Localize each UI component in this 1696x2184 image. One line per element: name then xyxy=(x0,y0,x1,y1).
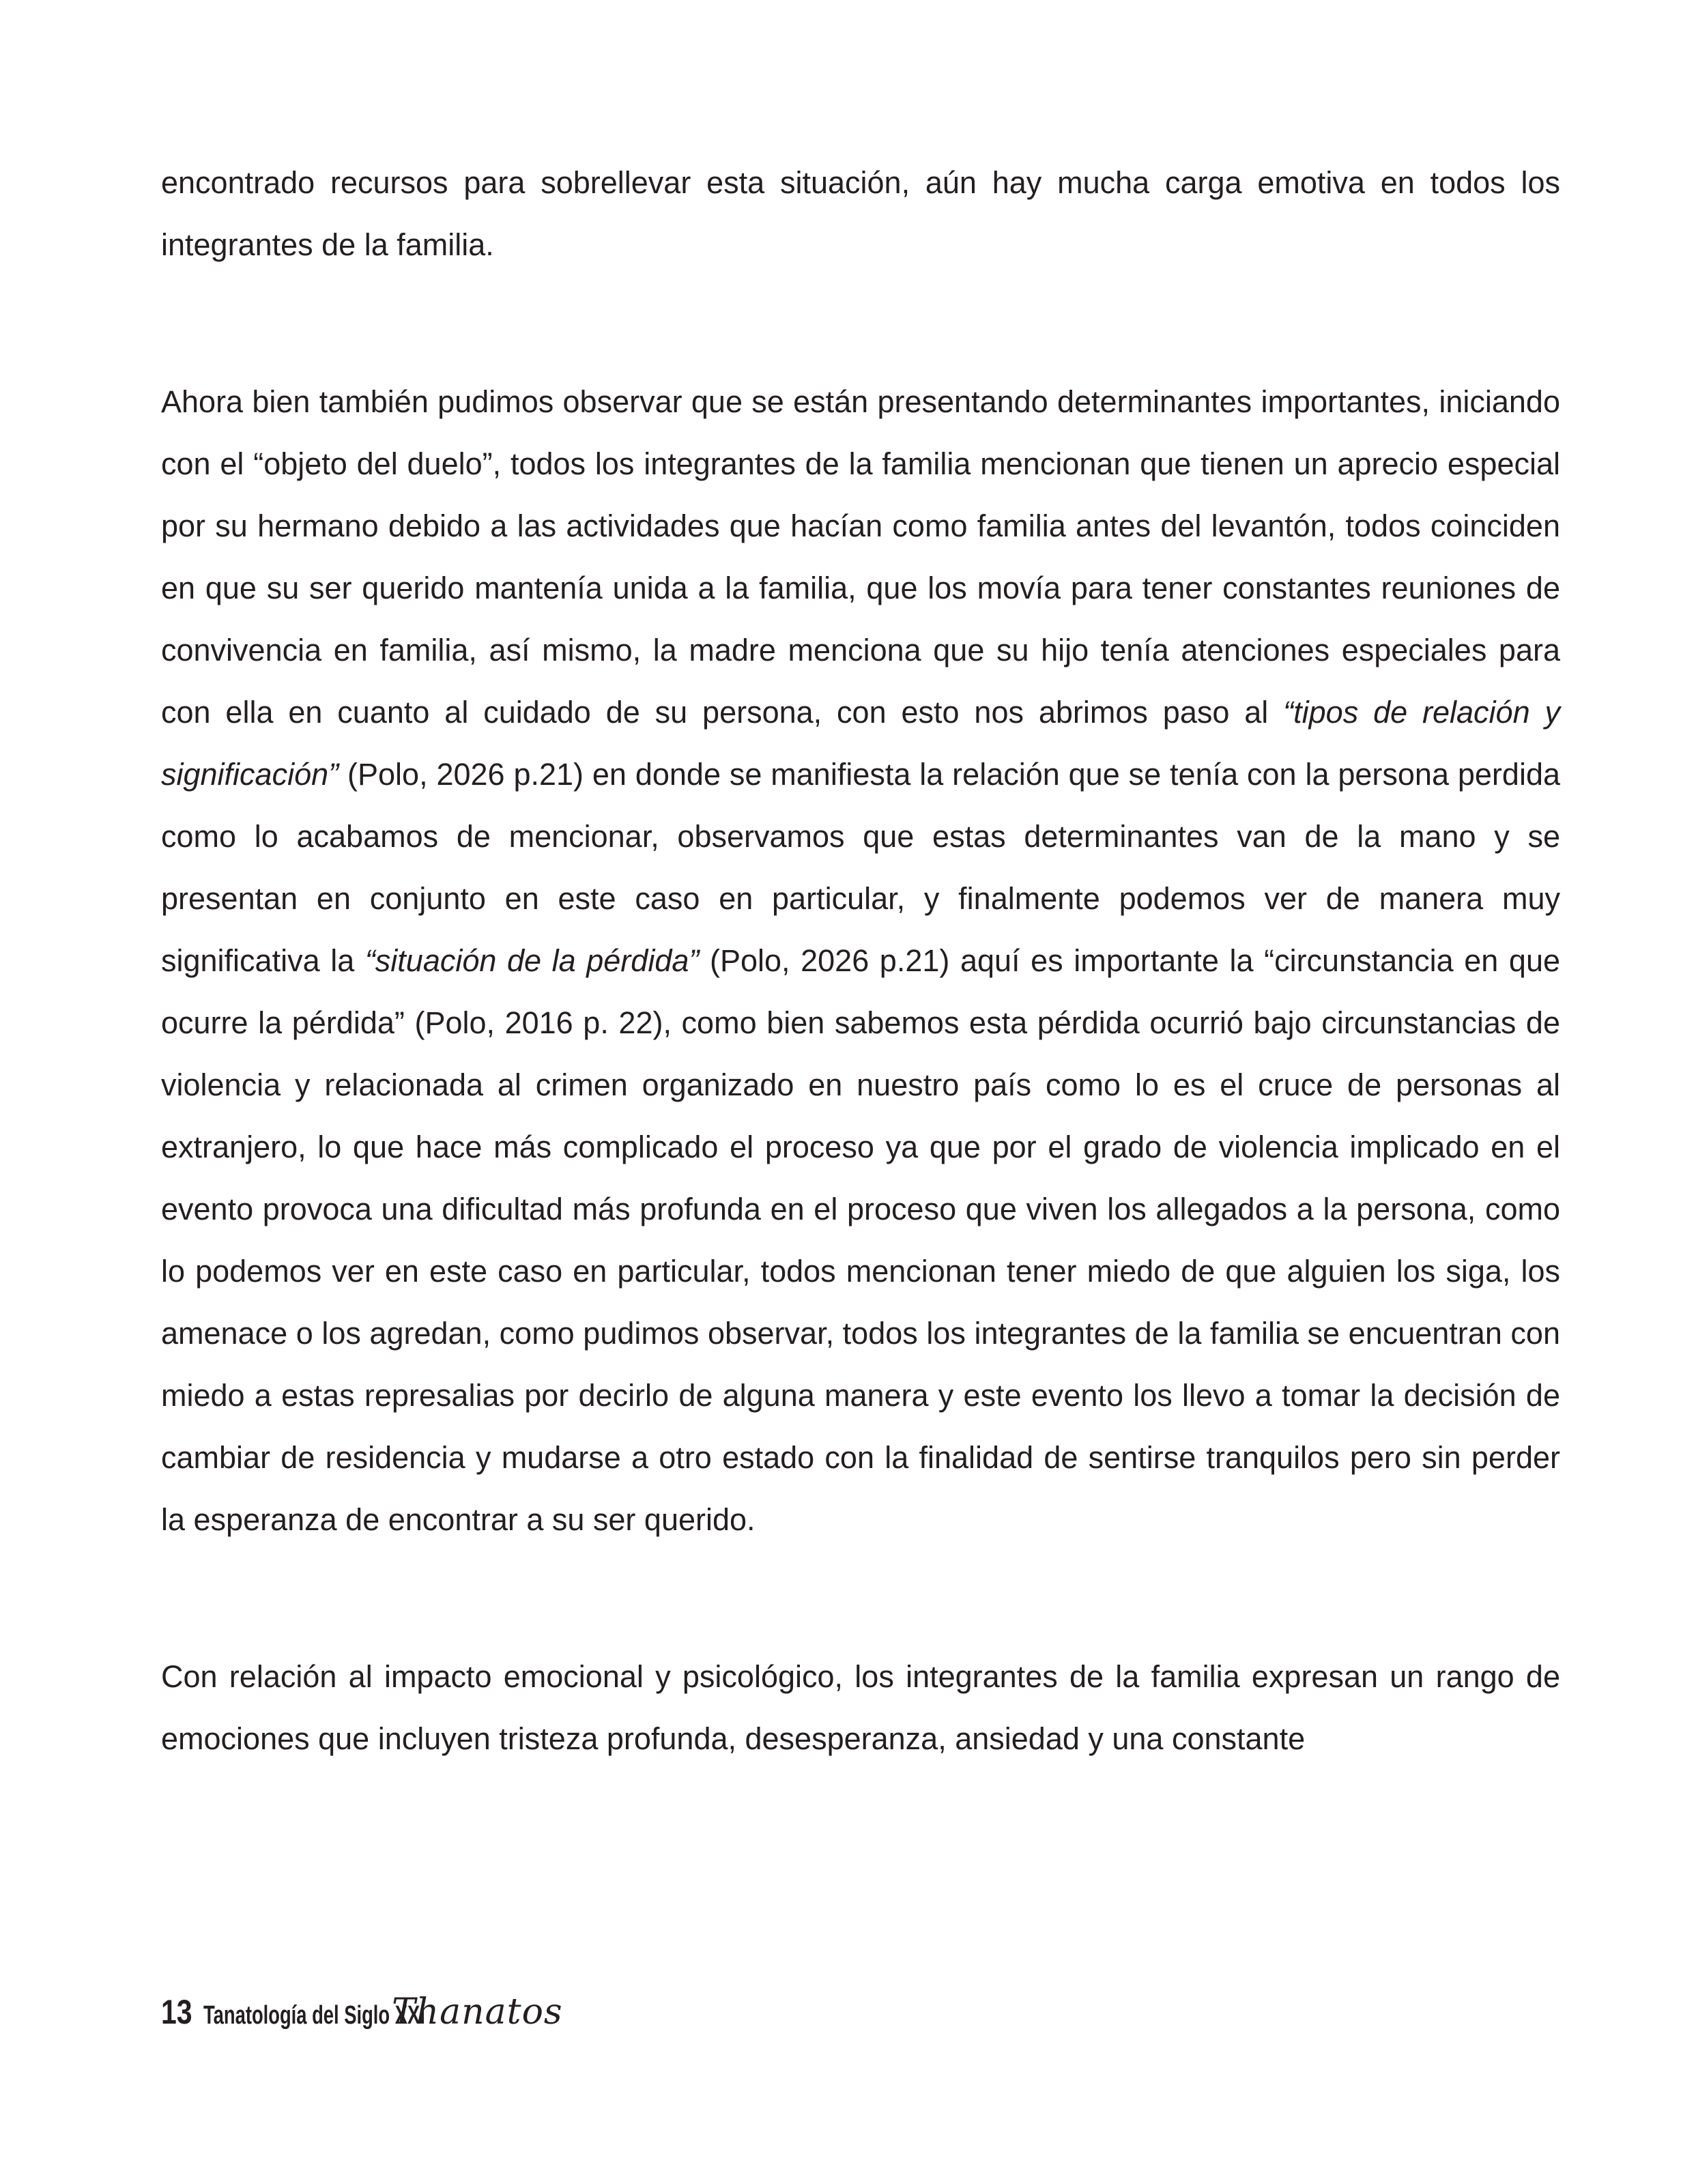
page-footer xyxy=(161,1992,563,2046)
page-body xyxy=(161,152,1560,1770)
paragraph-2-text-a: Ahora bien también pudimos observar que se están presentando determinantes importantes, iniciando con el “objeto del duelo”, todos los integrantes de la familia mencionan que tienen un aprecio especial por su hermano debido a las actividades que hacían como familia antes del levantón, todos coinciden en que su ser querido mantenía unida a la familia, que los movía para tener constantes reuniones de convivencia en familia, así mismo, la madre menciona que su hijo tenía atenciones especiales para con ella en cuanto al cuidado de su persona, con esto nos abrimos paso al xyxy=(161,384,1560,730)
paragraph-2-text-c: (Polo, 2026 p.21) aquí es importante la “circunstancia en que ocurre la pérdida” (Polo, 2016 p. 22), como bien sabemos esta pérdida ocurrió bajo circunstancias de violencia y relacionada al crimen organizado en nuestro país como lo es el cruce de personas al extranjero, lo que hace más complicado el proceso ya que por el grado de violencia implicado en el evento provoca una dificultad más profunda en el proceso que viven los allegados a la persona, como lo podemos ver en este caso en particular, todos mencionan tener miedo de que alguien los siga, los amenace o los agredan, como pudimos observar, todos los integrantes de la familia se encuentran con miedo a estas represalias por decirlo de alguna manera y este evento los llevo a tomar la decisión de cambiar de residencia y mudarse a otro estado con la finalidad de sentirse tranquilos pero sin perder la esperanza de encontrar a su ser querido. xyxy=(161,943,1561,1537)
brand-logo: Thanatos xyxy=(392,1992,563,2032)
paragraph-1: encontrado recursos para sobrellevar esta situación, aún hay mucha carga emotiva en todos los integrantes de la familia. xyxy=(161,165,1560,262)
paragraph-2-italic-b: “situación de la pérdida” xyxy=(364,943,700,978)
paragraph-2-text-b: (Polo, 2026 p.21) en donde se manifiesta la relación que se tenía con la persona perdida como lo acabamos de mencionar, observamos que estas determinantes van de la mano y se presentan en conjunto en este caso en particular, y finalmente podemos ver de manera muy significativa la xyxy=(161,757,1560,978)
paragraph-2 xyxy=(161,371,1560,1551)
paragraph-3: Con relación al impacto emocional y psicológico, los integrantes de la familia expresan un rango de emociones que incluyen tristeza profunda, desesperanza, ansiedad y una constante xyxy=(161,1659,1560,1756)
page-number: 13 xyxy=(161,1993,192,2031)
publication-title: Tanatología del Siglo XXI xyxy=(203,2001,425,2030)
paragraph-2-italic-a: “tipos de relación y significación” xyxy=(161,695,1560,792)
